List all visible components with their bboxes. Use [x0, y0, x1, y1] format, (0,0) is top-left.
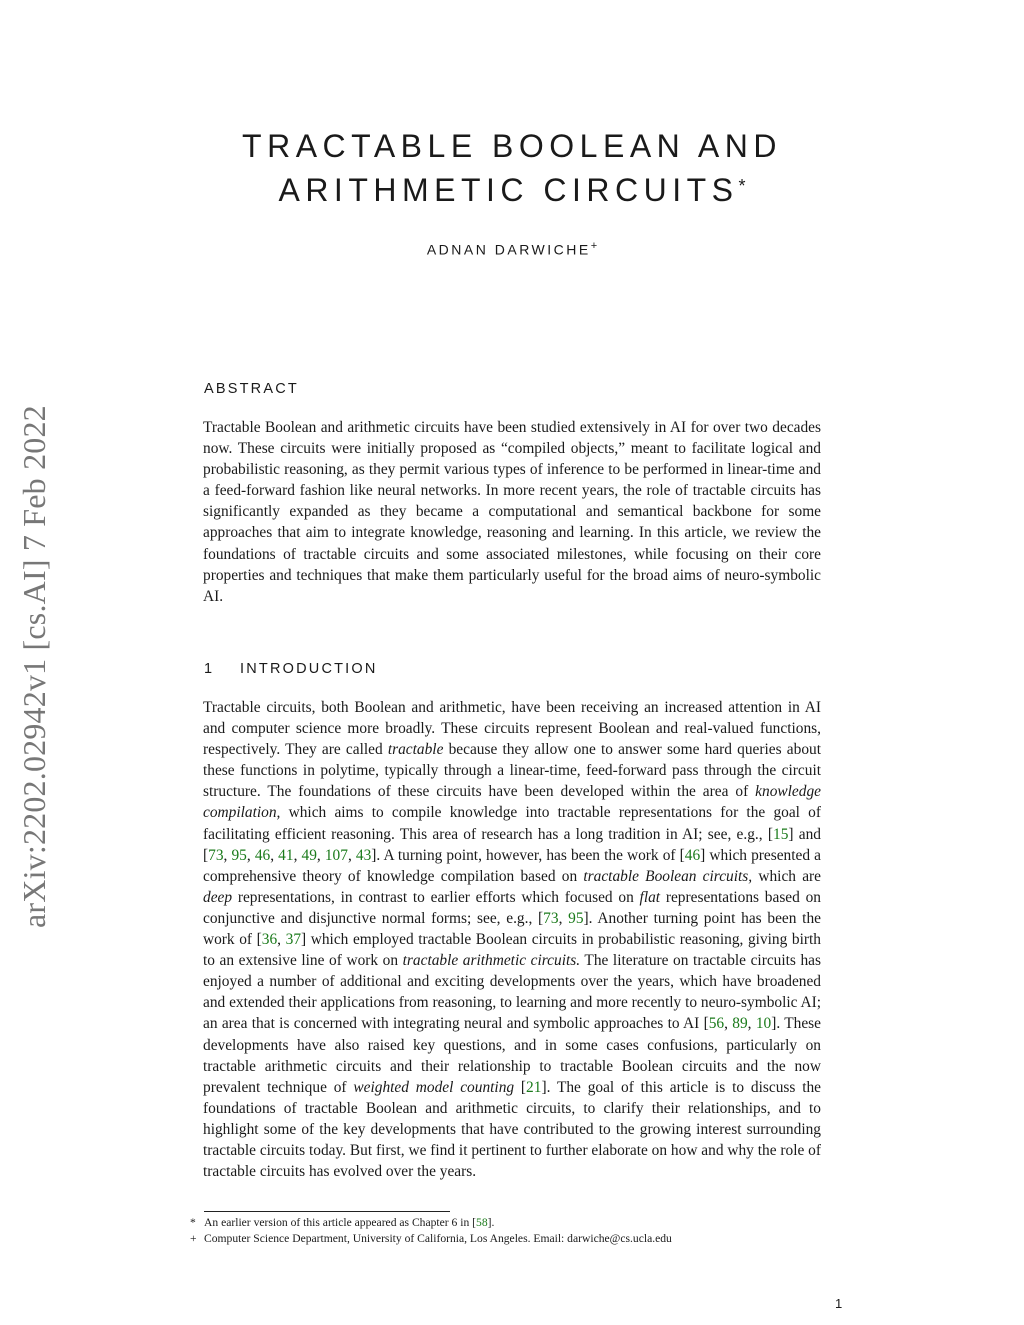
text-run: Computer Science Department, University of California, Los Angeles. Email: darwiche@cs.ucla.edu [204, 1232, 672, 1245]
text-run: which are [752, 867, 821, 885]
emphasis-text: tractable Boolean circuits, [583, 867, 753, 885]
text-run: ]. Another turning point has been the work of [ [203, 909, 821, 949]
section-number: 1 [204, 661, 213, 677]
citation-link[interactable]: 73 [543, 909, 559, 927]
footnote-2-mark: + [190, 1232, 197, 1245]
text-run: representations based on conjunctive and disjunctive normal forms; see, e.g., [ [203, 888, 822, 927]
citation-link[interactable]: 10 [755, 1015, 772, 1033]
text-run: ]. A turning point, however, has been the work of [ [371, 846, 685, 864]
arxiv-stamp: arXiv:2202.02942v1 [cs.AI] 7 Feb 2022 [16, 405, 52, 928]
emphasis-text: knowledge compilation, [203, 783, 821, 822]
footnote-2-text [204, 1232, 672, 1245]
title-line-1: TRACTABLE BOOLEAN AND [242, 128, 782, 164]
footnote-1-mark: * [190, 1216, 196, 1229]
citation-link[interactable]: 43 [355, 846, 372, 864]
citation-link[interactable]: 37 [285, 931, 302, 949]
citation-link[interactable]: 107 [324, 846, 348, 864]
section-title: INTRODUCTION [240, 661, 378, 677]
citation-link[interactable]: 56 [708, 1015, 725, 1033]
text-run: , [316, 846, 325, 864]
text-run: , [223, 846, 232, 864]
citation-link[interactable]: 46 [254, 846, 271, 864]
text-run: , [347, 846, 356, 864]
citation-link[interactable]: 95 [231, 846, 247, 864]
citation-link[interactable]: 58 [476, 1216, 488, 1229]
footnote-1 [190, 1215, 494, 1230]
emphasis-text: tractable arithmetic circuits. [402, 952, 581, 970]
title-footnote-mark: * [738, 176, 746, 196]
abstract-heading: ABSTRACT [204, 381, 299, 397]
text-run: , [558, 909, 569, 927]
text-run: ] and [ [203, 825, 821, 864]
text-run: The literature on tractable circuits has enjoyed a number of additional and exciting developments over the years, which have broadened and extended their applications from reasoning, to learning and more recently to neuro-symbolic AI; an area that is concerned with integrating neural and symbolic approaches to AI [ [203, 952, 821, 1033]
section-heading-introduction [204, 661, 378, 677]
author-name: ADNAN DARWICHE [426, 241, 591, 258]
citation-link[interactable]: 89 [732, 1015, 748, 1033]
emphasis-text: flat [639, 888, 661, 906]
text-run: representations, in contrast to earlier efforts which focused on [232, 888, 640, 906]
text-run: because they allow one to answer some hard queries about these functions in polytime, typically through a linear-time, feed-forward pass through the circuit structure. The foundations of these circuits have been developed within the area of [203, 741, 821, 801]
text-run: , [747, 1015, 756, 1033]
text-run: ]. The goal of this article is to discuss the foundations of tractable Boolean and arithmetic circuits, to clarify their relationships, and to highlight some of the key developments that have contributed to the growing interest surrounding tractable circuits today. But first, we find it pertinent to further elaborate on how and why the role of tractable circuits has evolved over the years. [203, 1078, 821, 1181]
text-run: , [270, 846, 279, 864]
text-run: , [246, 846, 255, 864]
text-run: , [277, 931, 286, 949]
text-run: which aims to compile knowledge into tractable representations for the goal of facilitating efficient reasoning. This area of research has a long tradition in AI; see, e.g., [ [203, 804, 821, 843]
citation-link[interactable]: 95 [568, 909, 584, 927]
text-run: ]. [487, 1216, 495, 1229]
footnote-1-text [204, 1216, 494, 1229]
citation-link[interactable]: 41 [278, 846, 294, 864]
introduction-paragraph [203, 697, 821, 1182]
text-run: , [293, 846, 302, 864]
text-run: ] which employed tractable Boolean circuits in probabilistic reasoning, giving birth to an extensive line of work on [203, 931, 821, 970]
page-number: 1 [835, 1296, 843, 1311]
text-run: An earlier version of this article appeared as Chapter 6 in [ [204, 1216, 477, 1229]
author-footnote-mark: + [590, 240, 598, 252]
text-run: ] which presented a comprehensive theory of knowledge compilation based on [203, 846, 821, 885]
footnote-2 [190, 1231, 672, 1246]
footnote-rule [204, 1211, 450, 1212]
citation-link[interactable]: 46 [684, 846, 701, 864]
text-run: [ [514, 1078, 527, 1096]
emphasis-text: deep [203, 888, 233, 906]
emphasis-text: weighted model counting [353, 1078, 515, 1096]
title-line-2: ARITHMETIC CIRCUITS* [278, 172, 746, 208]
abstract-text: Tractable Boolean and arithmetic circuits have been studied extensively in AI for over two decades now. These circuits were initially proposed as “compiled objects,” meant to facilitate logical and probabilistic reasoning, as they permit various types of inference to be performed in linear-time and a feed-forward fashion like neural networks. In more recent years, the role of tractable circuits has significantly expanded as they became a computational and semantical backbone for some approaches that aim to integrate knowledge, reasoning and learning. In this article, we review the foundations of tractable circuits and some associated milestones, while focusing on their core properties and techniques that make them particularly useful for the broad aims of neuro-symbolic AI. [203, 419, 821, 605]
author-line [0, 240, 1024, 258]
text-run: ]. These developments have also raised key questions, and in some cases confusions, particularly on tractable arithmetic circuits and their relationship to tractable Boolean circuits and the now prevalent technique of [203, 1015, 821, 1096]
citation-link[interactable]: 36 [261, 931, 278, 949]
paper-title [0, 124, 1024, 212]
citation-link[interactable]: 21 [526, 1078, 542, 1096]
text-run: , [724, 1015, 733, 1033]
citation-link[interactable]: 15 [773, 825, 789, 843]
emphasis-text: tractable [387, 741, 444, 759]
citation-link[interactable]: 73 [208, 846, 224, 864]
text-run: Tractable circuits, both Boolean and arithmetic, have been receiving an increased attention in AI and computer science more broadly. These circuits represent Boolean and real-valued functions, respectively. They are called [203, 699, 821, 759]
citation-link[interactable]: 49 [301, 846, 317, 864]
